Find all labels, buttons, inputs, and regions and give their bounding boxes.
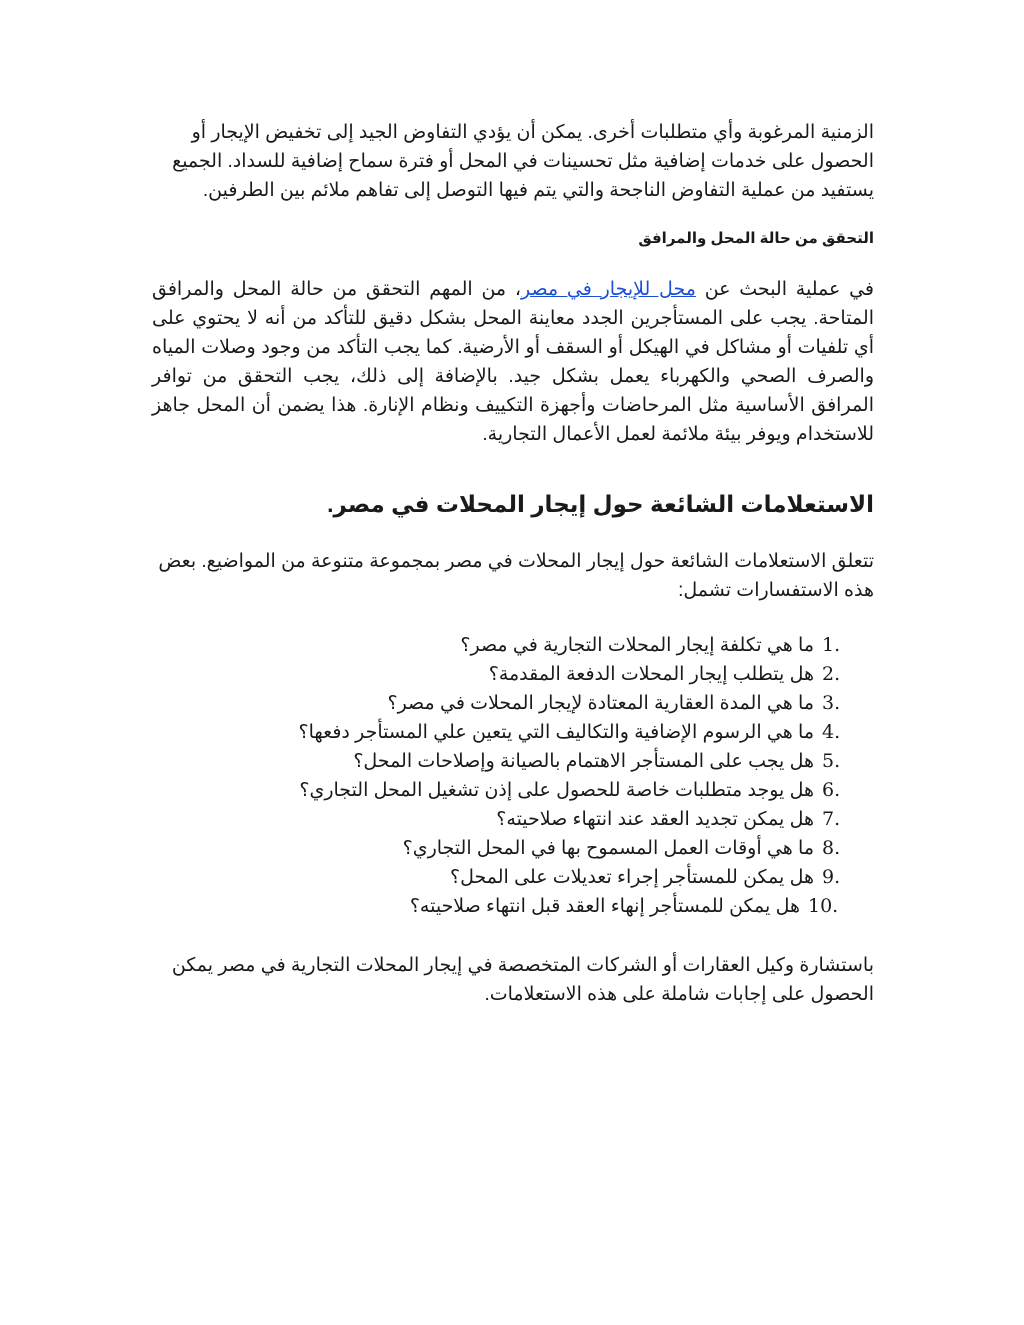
list-item [152, 776, 874, 805]
list-item-number: 1. [822, 634, 841, 656]
list-item [152, 718, 874, 747]
list-item-text: ما هي أوقات العمل المسموح بها في المحل التجاري؟ [402, 838, 814, 859]
list-item [152, 834, 874, 863]
list-item [152, 805, 874, 834]
list-item-number: 6. [822, 779, 841, 801]
list-item-text: هل يمكن للمستأجر إجراء تعديلات على المحل؟ [450, 867, 814, 888]
list-item [152, 689, 874, 718]
list-item [152, 631, 874, 660]
document-page [152, 118, 874, 1009]
shop-rent-link[interactable]: محل للإيجار في مصر [521, 279, 696, 300]
list-item-text: هل يمكن للمستأجر إنهاء العقد قبل انتهاء صلاحيته؟ [409, 896, 800, 917]
list-item-text: ما هي الرسوم الإضافية والتكاليف التي يتعين علي المستأجر دفعها؟ [298, 722, 814, 743]
list-item-number: 10. [808, 895, 839, 917]
list-item-number: 9. [822, 866, 841, 888]
faq-intro-paragraph: تتعلق الاستعلامات الشائعة حول إيجار المحلات في مصر بمجموعة متنوعة من المواضيع. بعض هذه الاستفسارات تشمل: [158, 551, 874, 601]
list-item-text: هل يمكن تجديد العقد عند انتهاء صلاحيته؟ [496, 809, 814, 830]
list-item-text: هل يجب على المستأجر الاهتمام بالصيانة وإصلاحات المحل؟ [353, 751, 814, 772]
faq-outro-paragraph: باستشارة وكيل العقارات أو الشركات المتخصصة في إيجار المحلات التجارية في مصر يمكن الحصول على إجابات شاملة على هذه الاستعلامات. [171, 955, 874, 1005]
list-item-number: 3. [822, 692, 841, 714]
list-item-number: 5. [822, 750, 841, 772]
list-item [152, 892, 874, 921]
list-item-number: 2. [822, 663, 841, 685]
check-text-after-link: ، من المهم التحقق من حالة المحل والمرافق المتاحة. يجب على المستأجرين الجدد معاينة المحل بشكل دقيق للتأكد من أنه لا يحتوي على أي تلفيات أو مشاكل في الهيكل أو السقف أو الأرضية. كما يجب التأكد من وجود وصلات المياه والصرف الصحي والكهرباء يعمل بشكل جيد. بالإضافة إلى ذلك، يجب التحقق من توافر المرافق الأساسية مثل المرحاضات وأجهزة التكييف ونظام الإنارة. هذا يضمن أن المحل جاهز للاستخدام ويوفر بيئة ملائمة لعمل الأعمال التجارية. [152, 279, 874, 445]
section-heading-check: التحقق من حالة المحل والمرافق [638, 230, 874, 247]
intro-paragraph: الزمنية المرغوبة وأي متطلبات أخرى. يمكن أن يؤدي التفاوض الجيد إلى تخفيض الإيجار أو الحصول على خدمات إضافية مثل تحسينات في المحل أو فترة سماح إضافية للسداد. الجميع يستفيد من عملية التفاوض الناجحة والتي يتم فيها التوصل إلى تفاهم ملائم بين الطرفين. [172, 122, 874, 201]
list-item-text: هل يتطلب إيجار المحلات الدفعة المقدمة؟ [488, 664, 814, 685]
check-paragraph [152, 275, 874, 449]
list-item-number: 7. [822, 808, 841, 830]
list-item [152, 863, 874, 892]
list-item [152, 660, 874, 689]
list-item-text: ما هي المدة العقارية المعتادة لإيجار المحلات في مصر؟ [387, 693, 814, 714]
section-heading-faq: الاستعلامات الشائعة حول إيجار المحلات في مصر. [327, 491, 874, 517]
list-item-number: 8. [822, 837, 841, 859]
list-item-text: ما هي تكلفة إيجار المحلات التجارية في مصر؟ [460, 635, 814, 656]
list-item-text: هل يوجد متطلبات خاصة للحصول على إذن تشغيل المحل التجاري؟ [299, 780, 814, 801]
faq-question-list [152, 631, 874, 921]
list-item-number: 4. [822, 721, 841, 743]
check-text-before-link: في عملية البحث عن [695, 279, 875, 300]
list-item [152, 747, 874, 776]
